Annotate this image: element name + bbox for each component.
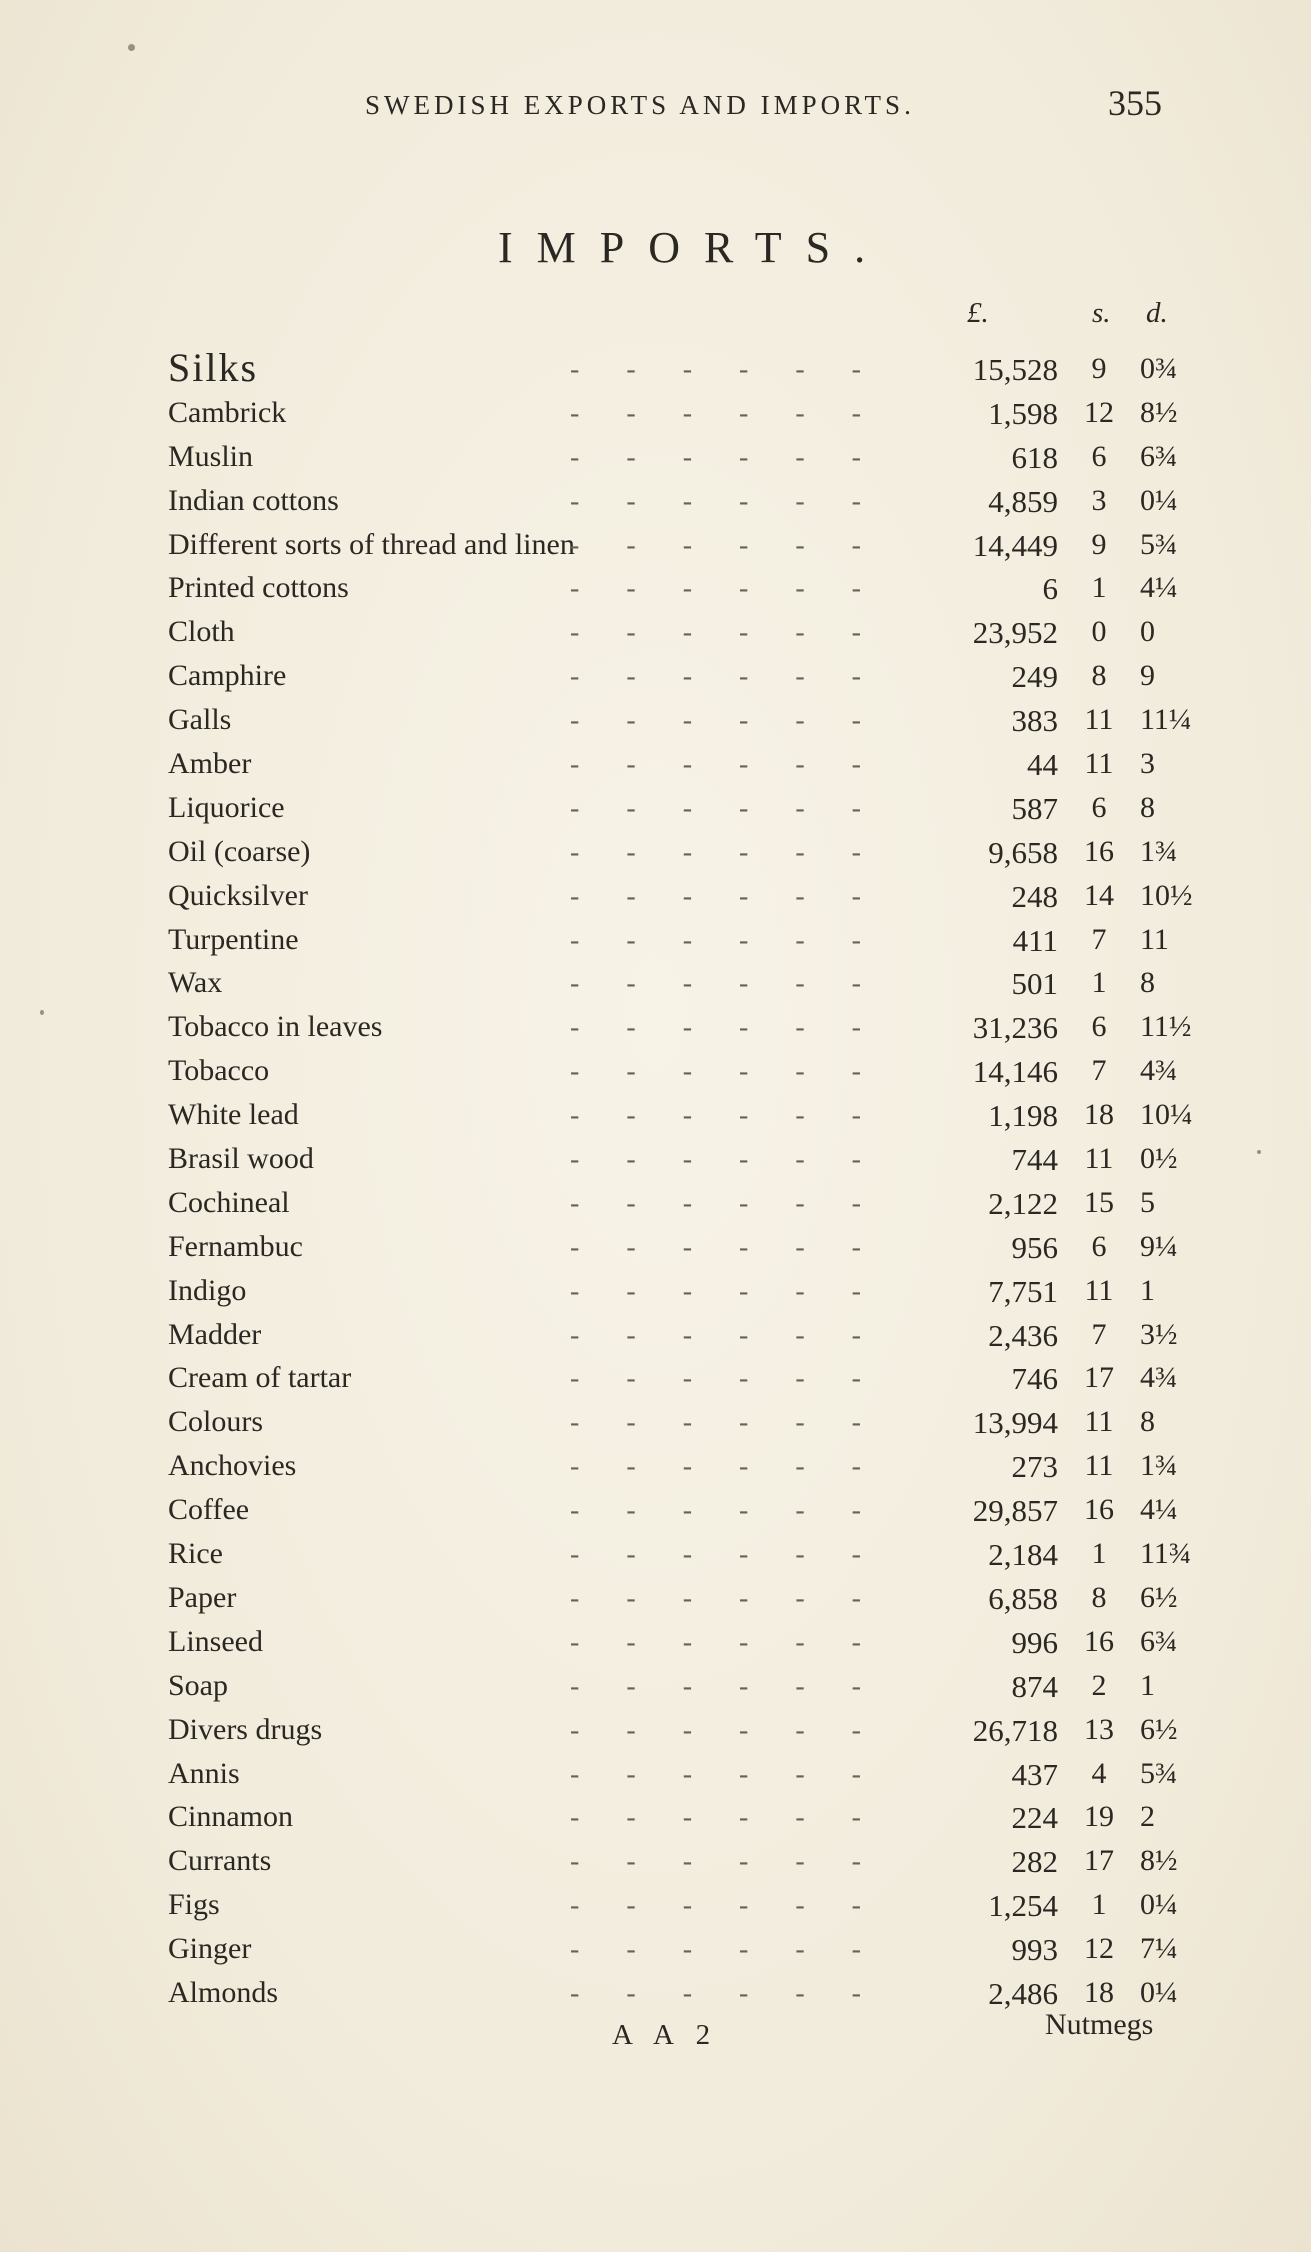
- pence-value: 5: [1140, 1185, 1155, 1219]
- item-label: Indigo: [168, 1273, 247, 1307]
- pounds-value: 2,122: [988, 1185, 1058, 1221]
- table-row: [0, 569, 1311, 613]
- leader-dashes: - - - - - -: [570, 1626, 881, 1658]
- table-row: [0, 1755, 1311, 1799]
- item-label: Paper: [168, 1580, 237, 1614]
- item-label: Cream of tartar: [168, 1361, 352, 1395]
- pence-value: 3½: [1140, 1317, 1178, 1351]
- table-row: [0, 1842, 1311, 1886]
- table-row: [0, 526, 1311, 570]
- pence-value: 9¼: [1140, 1229, 1178, 1263]
- section-title: IMPORTS.: [498, 223, 890, 272]
- pounds-value: 14,146: [972, 1054, 1058, 1090]
- pounds-value: 956: [1011, 1229, 1058, 1265]
- pence-value: 11¾: [1140, 1537, 1192, 1571]
- shillings-value: 16: [1084, 1493, 1114, 1527]
- leader-dashes: - - - - - -: [570, 661, 881, 693]
- item-label: Camphire: [168, 659, 287, 693]
- item-label: Amber: [168, 747, 252, 781]
- shillings-value: 7: [1091, 922, 1107, 956]
- item-label: Printed cottons: [168, 571, 349, 605]
- pounds-value: 6: [1042, 571, 1058, 607]
- item-label: Galls: [168, 703, 232, 737]
- pounds-value: 9,658: [988, 834, 1058, 870]
- pence-value: 0¼: [1140, 1975, 1178, 2009]
- shillings-value: 1: [1091, 966, 1107, 1000]
- pence-value: 11½: [1140, 1010, 1192, 1044]
- item-label: Tobacco in leaves: [168, 1010, 383, 1044]
- shillings-value: 19: [1084, 1800, 1114, 1834]
- table-row: [0, 1798, 1311, 1842]
- pence-value: 7¼: [1140, 1932, 1178, 1966]
- item-label: Anchovies: [168, 1449, 297, 1483]
- item-label: Quicksilver: [168, 878, 308, 912]
- pence-value: 4¾: [1140, 1054, 1178, 1088]
- table-row: [0, 964, 1311, 1008]
- item-label: Indian cottons: [168, 483, 339, 517]
- table-row: [0, 1008, 1311, 1052]
- shillings-column-header: s.: [1092, 297, 1111, 329]
- leader-dashes: - - - - - -: [570, 1056, 881, 1088]
- item-label: White lead: [168, 1098, 299, 1132]
- pence-value: 11: [1140, 922, 1169, 956]
- leader-dashes: - - - - - -: [570, 1758, 881, 1790]
- pence-value: 11¼: [1140, 703, 1192, 737]
- table-row: [0, 1052, 1311, 1096]
- pence-value: 8½: [1140, 395, 1178, 429]
- pence-value: 5¾: [1140, 527, 1178, 561]
- shillings-value: 16: [1084, 1624, 1114, 1658]
- pounds-value: 15,528: [972, 352, 1058, 387]
- leader-dashes: - - - - - -: [570, 354, 881, 385]
- table-row: [0, 1447, 1311, 1491]
- item-label: Liquorice: [168, 790, 285, 824]
- table-row: [0, 438, 1311, 482]
- table-row: [0, 1579, 1311, 1623]
- shillings-value: 11: [1084, 1449, 1114, 1483]
- pence-value: 6½: [1140, 1580, 1178, 1614]
- table-row: [0, 1359, 1311, 1403]
- ink-speck: [1257, 1150, 1261, 1154]
- item-label: Brasil wood: [168, 1142, 314, 1176]
- leader-dashes: - - - - - -: [570, 1451, 881, 1483]
- table-row: [0, 1403, 1311, 1447]
- item-label: Madder: [168, 1317, 262, 1351]
- pounds-value: 2,486: [988, 1975, 1058, 2011]
- leader-dashes: - - - - - -: [570, 792, 881, 824]
- ink-speck: [128, 44, 135, 51]
- pence-value: 8: [1140, 790, 1155, 824]
- item-label: Annis: [168, 1756, 240, 1790]
- running-title: SWEDISH EXPORTS AND IMPORTS.: [365, 90, 915, 120]
- leader-dashes: - - - - - -: [570, 705, 881, 737]
- item-label: Tobacco: [168, 1054, 270, 1088]
- item-label: Silks: [168, 345, 259, 390]
- pounds-value: 411: [1012, 922, 1058, 958]
- shillings-value: 1: [1091, 1537, 1107, 1571]
- pounds-value: 437: [1011, 1756, 1058, 1792]
- shillings-value: 3: [1091, 483, 1107, 517]
- leader-dashes: - - - - - -: [570, 1539, 881, 1571]
- leader-dashes: - - - - - -: [570, 880, 881, 912]
- table-row: [0, 1930, 1311, 1974]
- item-label: Figs: [168, 1888, 220, 1922]
- shillings-value: 7: [1091, 1317, 1107, 1351]
- table-row: [0, 613, 1311, 657]
- pounds-value: 993: [1011, 1932, 1058, 1968]
- item-label: Soap: [168, 1668, 228, 1702]
- item-label: Muslin: [168, 439, 254, 473]
- pence-value: 0¼: [1140, 1888, 1178, 1922]
- pence-value: 4¼: [1140, 1493, 1178, 1527]
- shillings-value: 18: [1084, 1975, 1114, 2009]
- item-label: Currants: [168, 1844, 272, 1878]
- leader-dashes: - - - - - -: [570, 485, 881, 517]
- pence-value: 1: [1140, 1273, 1155, 1307]
- pounds-value: 44: [1027, 747, 1058, 783]
- leader-dashes: - - - - - -: [570, 1670, 881, 1702]
- pence-value: 1: [1140, 1668, 1155, 1702]
- table-row: [0, 1096, 1311, 1140]
- item-label: Ginger: [168, 1932, 252, 1966]
- signature-mark: A A 2: [612, 2019, 719, 2051]
- pounds-value: 618: [1011, 439, 1058, 475]
- item-label: Rice: [168, 1537, 223, 1571]
- leader-dashes: - - - - - -: [570, 1144, 881, 1176]
- table-row: [0, 1140, 1311, 1184]
- pounds-value: 746: [1011, 1361, 1058, 1397]
- item-label: Linseed: [168, 1624, 263, 1658]
- shillings-value: 11: [1084, 703, 1114, 737]
- pence-value: 5¾: [1140, 1756, 1178, 1790]
- pounds-column-header: £.: [967, 297, 989, 329]
- pounds-value: 501: [1011, 966, 1058, 1002]
- pence-value: 0½: [1140, 1142, 1178, 1176]
- leader-dashes: - - - - - -: [570, 1802, 881, 1834]
- leader-dashes: - - - - - -: [570, 1275, 881, 1307]
- leader-dashes: - - - - - -: [570, 617, 881, 649]
- shillings-value: 12: [1084, 395, 1114, 429]
- leader-dashes: - - - - - -: [570, 1012, 881, 1044]
- shillings-value: 12: [1084, 1932, 1114, 1966]
- pence-value: 0¼: [1140, 483, 1178, 517]
- shillings-value: 7: [1091, 1054, 1107, 1088]
- shillings-value: 0: [1091, 615, 1107, 649]
- shillings-value: 6: [1091, 439, 1107, 473]
- pounds-value: 1,254: [988, 1888, 1058, 1924]
- pence-value: 8½: [1140, 1844, 1178, 1878]
- leader-dashes: - - - - - -: [570, 836, 881, 868]
- leader-dashes: - - - - - -: [570, 1363, 881, 1395]
- table-row: [0, 701, 1311, 745]
- table-row: [0, 394, 1311, 438]
- leader-dashes: - - - - - -: [570, 1407, 881, 1439]
- shillings-value: 9: [1091, 352, 1107, 385]
- leader-dashes: - - - - - -: [570, 924, 881, 956]
- pounds-value: 31,236: [972, 1010, 1058, 1046]
- table-row: [0, 1667, 1311, 1711]
- pounds-value: 249: [1011, 659, 1058, 695]
- pounds-value: 273: [1011, 1449, 1058, 1485]
- shillings-value: 6: [1091, 1010, 1107, 1044]
- pence-value: 3: [1140, 747, 1155, 781]
- pence-value: 6¾: [1140, 1624, 1178, 1658]
- item-label: Different sorts of thread and linen: [168, 527, 575, 561]
- pence-value: 1¾: [1140, 834, 1178, 868]
- shillings-value: 8: [1091, 1580, 1107, 1614]
- leader-dashes: - - - - - -: [570, 1846, 881, 1878]
- leader-dashes: - - - - - -: [570, 1934, 881, 1966]
- pence-value: 6¾: [1140, 439, 1178, 473]
- table-row: [0, 1535, 1311, 1579]
- table-row: [0, 1184, 1311, 1228]
- table-row: [0, 345, 1311, 394]
- shillings-value: 17: [1084, 1361, 1114, 1395]
- pence-value: 8: [1140, 966, 1155, 1000]
- pounds-value: 4,859: [988, 483, 1058, 519]
- item-label: Cambrick: [168, 395, 287, 429]
- leader-dashes: - - - - - -: [570, 968, 881, 1000]
- item-label: Oil (coarse): [168, 834, 311, 868]
- shillings-value: 18: [1084, 1098, 1114, 1132]
- item-label: Colours: [168, 1405, 264, 1439]
- table-row: [0, 1228, 1311, 1272]
- pounds-value: 1,598: [988, 395, 1058, 431]
- leader-dashes: - - - - - -: [570, 749, 881, 781]
- leader-dashes: - - - - - -: [570, 1582, 881, 1614]
- item-label: Coffee: [168, 1493, 250, 1527]
- shillings-value: 8: [1091, 659, 1107, 693]
- table-row: [0, 1491, 1311, 1535]
- leader-dashes: - - - - - -: [570, 573, 881, 605]
- pounds-value: 587: [1011, 790, 1058, 826]
- table-row: [0, 789, 1311, 833]
- pence-value: 9: [1140, 659, 1155, 693]
- shillings-value: 11: [1084, 1142, 1114, 1176]
- pounds-value: 13,994: [972, 1405, 1058, 1441]
- shillings-value: 15: [1084, 1185, 1114, 1219]
- item-label: Divers drugs: [168, 1712, 323, 1746]
- shillings-value: 4: [1091, 1756, 1107, 1790]
- table-row: [0, 1316, 1311, 1360]
- pounds-value: 23,952: [972, 615, 1058, 651]
- table-row: [0, 657, 1311, 701]
- shillings-value: 6: [1091, 1229, 1107, 1263]
- leader-dashes: - - - - - -: [570, 1495, 881, 1527]
- shillings-value: 11: [1084, 747, 1114, 781]
- table-row: [0, 745, 1311, 789]
- shillings-value: 11: [1084, 1405, 1114, 1439]
- shillings-value: 6: [1091, 790, 1107, 824]
- item-label: Cochineal: [168, 1185, 290, 1219]
- pounds-value: 6,858: [988, 1580, 1058, 1616]
- pence-value: 6½: [1140, 1712, 1178, 1746]
- table-row: [0, 921, 1311, 965]
- leader-dashes: - - - - - -: [570, 529, 881, 561]
- shillings-value: 1: [1091, 1888, 1107, 1922]
- shillings-value: 16: [1084, 834, 1114, 868]
- pounds-value: 744: [1011, 1142, 1058, 1178]
- pence-value: 8: [1140, 1405, 1155, 1439]
- item-label: Wax: [168, 966, 223, 1000]
- pence-column-header: d.: [1146, 297, 1168, 329]
- pounds-value: 874: [1011, 1668, 1058, 1704]
- pence-value: 10½: [1140, 878, 1193, 912]
- pounds-value: 383: [1011, 703, 1058, 739]
- table-row: [0, 1623, 1311, 1667]
- imports-table: [0, 345, 1311, 2018]
- table-row: [0, 833, 1311, 877]
- leader-dashes: - - - - - -: [570, 1187, 881, 1219]
- pence-value: 0¾: [1140, 352, 1178, 385]
- table-row: [0, 1711, 1311, 1755]
- shillings-value: 2: [1091, 1668, 1107, 1702]
- pounds-value: 29,857: [972, 1493, 1058, 1529]
- pence-value: 10¼: [1140, 1098, 1193, 1132]
- leader-dashes: - - - - - -: [570, 397, 881, 429]
- leader-dashes: - - - - - -: [570, 1890, 881, 1922]
- shillings-value: 1: [1091, 571, 1107, 605]
- table-row: [0, 877, 1311, 921]
- page-number: 355: [1108, 83, 1162, 123]
- leader-dashes: - - - - - -: [570, 1714, 881, 1746]
- ink-speck: [40, 1010, 44, 1015]
- table-row: [0, 482, 1311, 526]
- shillings-value: 17: [1084, 1844, 1114, 1878]
- pounds-value: 2,184: [988, 1537, 1058, 1573]
- leader-dashes: - - - - - -: [570, 441, 881, 473]
- item-label: Almonds: [168, 1975, 279, 2009]
- item-label: Cinnamon: [168, 1800, 293, 1834]
- item-label: Turpentine: [168, 922, 299, 956]
- pence-value: 4¼: [1140, 571, 1178, 605]
- pence-value: 0: [1140, 615, 1155, 649]
- pounds-value: 282: [1011, 1844, 1058, 1880]
- pounds-value: 7,751: [988, 1273, 1058, 1309]
- pence-value: 2: [1140, 1800, 1155, 1834]
- pounds-value: 2,436: [988, 1317, 1058, 1353]
- pounds-value: 248: [1011, 878, 1058, 914]
- table-row: [0, 1272, 1311, 1316]
- shillings-value: 13: [1084, 1712, 1114, 1746]
- shillings-value: 9: [1091, 527, 1107, 561]
- pounds-value: 26,718: [972, 1712, 1058, 1748]
- leader-dashes: - - - - - -: [570, 1319, 881, 1351]
- pounds-value: 996: [1011, 1624, 1058, 1660]
- shillings-value: 11: [1084, 1273, 1114, 1307]
- pounds-value: 224: [1011, 1800, 1058, 1836]
- leader-dashes: - - - - - -: [570, 1977, 881, 2009]
- table-row: [0, 1886, 1311, 1930]
- leader-dashes: - - - - - -: [570, 1100, 881, 1132]
- pounds-value: 14,449: [972, 527, 1058, 563]
- item-label: Cloth: [168, 615, 235, 649]
- shillings-value: 14: [1084, 878, 1114, 912]
- pence-value: 1¾: [1140, 1449, 1178, 1483]
- pounds-value: 1,198: [988, 1098, 1058, 1134]
- pence-value: 4¾: [1140, 1361, 1178, 1395]
- item-label: Fernambuc: [168, 1229, 303, 1263]
- catchword: Nutmegs: [1045, 2008, 1154, 2041]
- leader-dashes: - - - - - -: [570, 1231, 881, 1263]
